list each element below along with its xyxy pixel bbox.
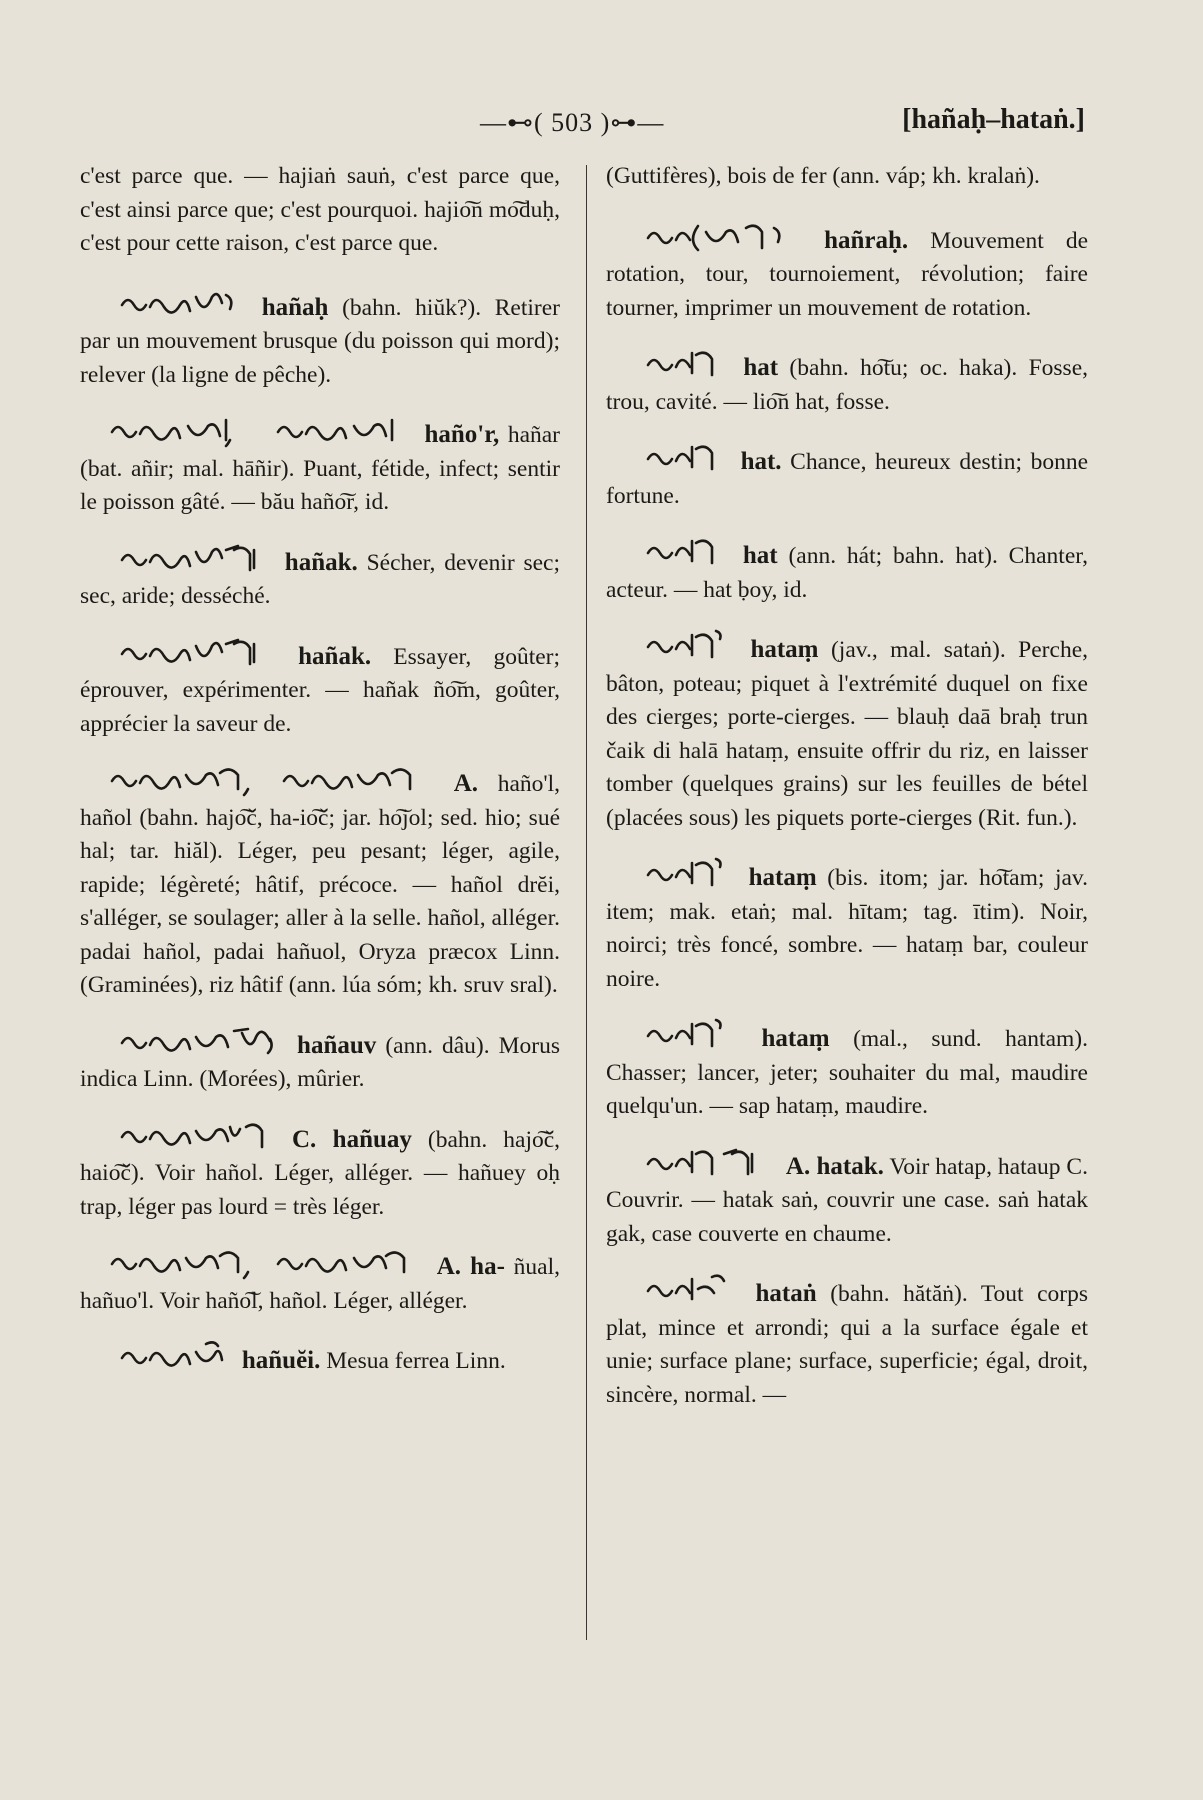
entry-text: hañar (bat. añir; mal. hāñir). Puant, fétide, infect; sentir le poisson gâté. — bău haño͠r, id. bbox=[80, 422, 560, 515]
entry-text: (mal., sund. hantam). Chasser; lancer, jeter; souhaiter du mal, maudire quelqu'un. — sap hataṃ, maudire. bbox=[606, 1026, 1089, 1119]
cham-script-icon bbox=[644, 220, 794, 254]
left-column bbox=[80, 160, 560, 1401]
cham-script-icon bbox=[108, 1246, 420, 1280]
headword: hat bbox=[742, 542, 778, 569]
dictionary-entry bbox=[80, 287, 560, 393]
entry-text: (bis. itom; jar. ho͠tam; jav. item; mak. etaṅ; mal. hītam; tag. ītim). Noir, noirci; très foncé, sombre. — hataṃ bar, couleur noire. bbox=[606, 865, 1089, 992]
dictionary-entry bbox=[606, 857, 1088, 996]
entry-text: (ann. hát; bahn. hat). Chanter, acteur. — hat ḅoy, id. bbox=[606, 543, 1089, 603]
entry-text: Chance, heureux destin; bonne fortune. bbox=[606, 449, 1088, 509]
dictionary-entry bbox=[80, 414, 560, 520]
entry-text: (jav., mal. sataṅ). Perche, bâton, poteau; piquet à l'extrémité duquel on fixe des cierges; porte-cierges. — blauḥ daā braḥ trun čaik di halā hataṃ, ensuite offrir du riz, en laisser tomber (quelques grains) sur les feuilles de bétel (placées sous) les piquets porte-cierges (Rit. fun.). bbox=[606, 637, 1088, 831]
headword: A. hatak. bbox=[785, 1152, 884, 1180]
page-header bbox=[0, 100, 1203, 148]
continuation-text: c'est parce que. — hajiaṅ sauṅ, c'est parce que, c'est ainsi parce que; c'est pourquoi. hajio͠n mo͠duḥ, c'est pour cette raison, c'est parce que. bbox=[80, 163, 560, 256]
headword: hataṅ bbox=[755, 1280, 817, 1307]
entry-text: ñual, hañuo'l. Voir haño͠l, hañol. Léger, alléger. bbox=[80, 1254, 560, 1314]
entry-text: Sécher, devenir sec; sec, aride; desséché. bbox=[80, 549, 561, 609]
entry-text: (bahn. ho͠tu; oc. haka). Fosse, trou, cavité. — lio͠n hat, fosse. bbox=[606, 355, 1088, 415]
dictionary-entry bbox=[80, 542, 560, 614]
running-head: [hañaḥ–hataṅ.] bbox=[902, 104, 1085, 135]
cham-script-icon bbox=[118, 636, 268, 670]
cham-script-icon bbox=[118, 1340, 228, 1374]
headword: A. ha- bbox=[436, 1253, 505, 1280]
column-divider bbox=[586, 165, 587, 1640]
dictionary-entry bbox=[606, 1146, 1088, 1252]
dictionary-entry bbox=[80, 1025, 560, 1097]
dictionary-entry bbox=[606, 220, 1088, 326]
entry-text: Mouvement de rotation, tour, tournoiement, révolution; faire tourner, imprimer un mouvement de rotation. bbox=[606, 227, 1088, 321]
page-number: —⊷( 503 )⊶— bbox=[480, 108, 665, 137]
headword: hataṃ bbox=[748, 864, 817, 891]
cham-script-icon bbox=[644, 629, 730, 663]
right-column bbox=[606, 160, 1088, 1434]
dictionary-entry bbox=[80, 1340, 560, 1379]
dictionary-entry bbox=[606, 347, 1088, 419]
cham-script-icon bbox=[118, 542, 268, 576]
dictionary-entry bbox=[606, 535, 1088, 607]
dictionary-entry bbox=[80, 636, 560, 742]
continuation-text: (Guttifères), bois de fer (ann. váp; kh. kralaṅ). bbox=[606, 163, 1040, 189]
cham-script-icon bbox=[108, 763, 426, 797]
headword: hañraḥ. bbox=[824, 226, 909, 254]
headword: C. hañuay bbox=[292, 1125, 412, 1153]
entry-text: Voir hatap, hataup C. Couvrir. — hatak saṅ, couvrir une case. saṅ hatak gak, case couverte en chaume. bbox=[606, 1153, 1088, 1247]
headword: hataṃ bbox=[761, 1025, 830, 1052]
entry-text: haño'l, hañol (bahn. hajo͠č, ha-io͠č; jar. ho͠jol; sed. hio; sué hal; tar. hiăl). Léger, peu pesant; léger, agile, rapide; légèreté; hâtif, précoce. — hañol drĕi, s'alléger, se soulager; aller à la selle. hañol, alléger. padai hañol, padai hañuol, Oryza præcox Linn. (Graminées), riz hâtif (ann. lúa sóm; kh. sruv sral). bbox=[80, 771, 561, 998]
headword: hañak. bbox=[284, 548, 358, 576]
dictionary-entry bbox=[80, 1246, 560, 1318]
cham-script-icon bbox=[118, 1025, 280, 1059]
dictionary-entry bbox=[606, 1273, 1088, 1412]
cham-script-icon bbox=[644, 857, 730, 891]
entry-text: Mesua ferrea Linn. bbox=[326, 1348, 506, 1374]
headword: hat. bbox=[740, 448, 782, 475]
dictionary-entry bbox=[606, 1018, 1088, 1124]
cham-script-icon bbox=[644, 1018, 730, 1052]
entry-text: (ann. dâu). Morus indica Linn. (Morées), mûrier. bbox=[80, 1032, 561, 1092]
headword: haño'r, bbox=[424, 421, 500, 448]
headword: hañauv bbox=[297, 1031, 377, 1059]
cham-script-icon bbox=[644, 347, 724, 381]
headword: hat bbox=[743, 354, 779, 381]
cham-script-icon bbox=[118, 287, 240, 321]
headword: A. bbox=[453, 770, 478, 797]
entry-text: (bahn. hajo͠č, haio͠č). Voir hañol. Léger, alléger. — hañuey oḥ trap, léger pas lourd = très léger. bbox=[80, 1126, 561, 1220]
entry-text: (bahn. hiŭk?). Retirer par un mouvement brusque (du poisson qui mord); relever (la ligne de pêche). bbox=[80, 294, 560, 388]
dictionary-entry bbox=[606, 441, 1088, 513]
cham-script-icon bbox=[644, 441, 724, 475]
cham-script-icon bbox=[644, 1146, 772, 1180]
headword: hataṃ bbox=[750, 636, 819, 663]
cham-script-icon bbox=[644, 535, 724, 569]
headword: hañak. bbox=[298, 642, 372, 670]
dictionary-entry bbox=[80, 763, 560, 1003]
headword: hañuĕi. bbox=[241, 1347, 321, 1374]
cham-script-icon bbox=[118, 1119, 268, 1153]
entry-text: (bahn. hătăṅ). Tout corps plat, mince et arrondi; qui a la surface égale et unie; surface plane; surface, superficie; égal, droit, sincère, normal. — bbox=[606, 1281, 1088, 1408]
cham-script-icon bbox=[108, 414, 408, 448]
dictionary-entry bbox=[606, 629, 1088, 835]
entry-text: Essayer, goûter; éprouver, expérimenter. — hañak ño͠m, goûter, apprécier la saveur de. bbox=[80, 643, 561, 737]
dictionary-entry bbox=[80, 1119, 560, 1225]
headword: hañaḥ bbox=[261, 293, 329, 321]
cham-script-icon bbox=[644, 1273, 734, 1307]
